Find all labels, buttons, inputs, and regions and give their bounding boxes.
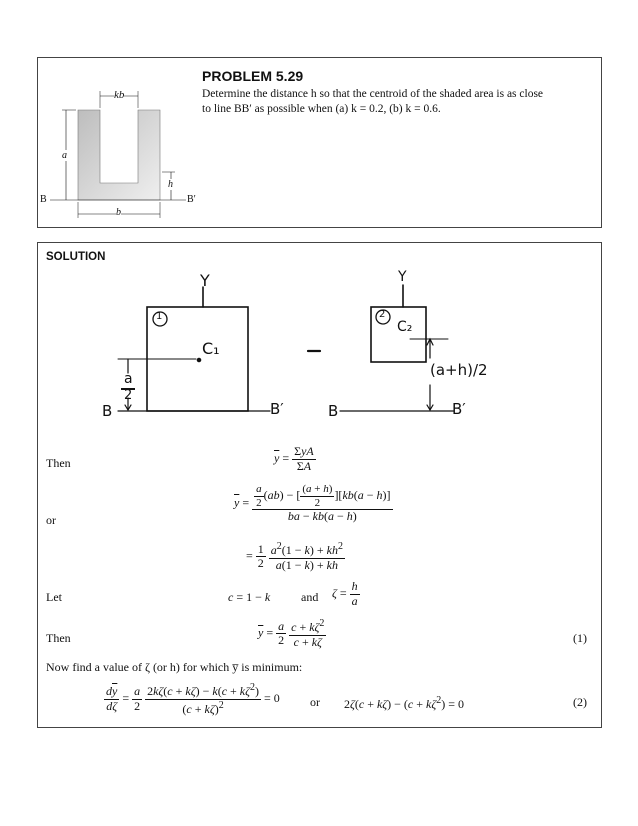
now-find-text: Now find a value of ζ (or h) for which y̅ is minimum: (46, 660, 303, 674)
then-label-1: Then (46, 456, 71, 470)
circle2-label: 2 (379, 309, 386, 320)
a-over-2-den: 2 (124, 388, 133, 403)
shaded-area (78, 110, 160, 200)
or-label-2: or (310, 695, 320, 709)
solution-sketch (38, 273, 603, 453)
eq-number-1: (1) (573, 631, 587, 645)
eq-condition: $2\zeta(c + k\zeta) - (c + k\zeta^2) = 0$ (344, 695, 464, 711)
problem-box (37, 57, 602, 228)
label-h: h (168, 179, 173, 190)
eq-c-def: c = 1 − k (228, 590, 271, 604)
let-label: Let (46, 590, 62, 604)
and-label: and (301, 590, 319, 604)
label-Bprime: B′ (187, 194, 196, 205)
label-a: a (62, 150, 67, 161)
label-B: B (40, 194, 47, 205)
Bp-right-label: B′ (452, 400, 466, 418)
c1-label: C₁ (202, 339, 220, 358)
a-over-2-num: a (124, 371, 133, 387)
or-label-1: or (46, 513, 56, 527)
solution-box (37, 242, 602, 728)
axis-y1-label: Y (200, 271, 210, 290)
circle1-label: 1 (156, 311, 163, 322)
then-label-2: Then (46, 631, 71, 645)
solution-heading: SOLUTION (46, 251, 106, 263)
eq-ybar-def: $\overline{y}$ = $\frac{\text{ΣyA}}{\Sigma A}$ (274, 444, 314, 473)
Bp-left-label: B′ (270, 400, 284, 418)
problem-text-line1: Determine the distance h so that the centroid of the shaded area is as close (202, 88, 544, 100)
problem-text-line2: to line BB′ as possible when (a) k = 0.2, (b) k = 0.6. (202, 103, 441, 115)
eq-ybar-zeta: $\overline{y}$ = $\frac{a}{2}$ $\frac{c + k\zeta^2}{c + k\zeta}$ (258, 618, 325, 649)
axis-y2-label: Y (398, 269, 407, 285)
eq-derivative: $\frac{d\overline{y}}{d\zeta}$ = $\frac{a}{2}$ $\frac{2k\zeta(c + k\zeta) - k(c + k\zeta^2)}{(c + k\zeta)^2}$ = 0 (106, 682, 280, 716)
c2-label: C₂ (397, 319, 413, 335)
eq-ybar-simplified: = $\frac{1}{2}$ $\frac{a^2(1 - k) + kh^2}{a(1 - k) + kh}$ (246, 541, 343, 572)
dist2-label: (a+h)/2 (430, 361, 488, 379)
eq-zeta-def: ζ = $\frac{h}{a}$ (332, 579, 358, 608)
eq-ybar-expanded: $\overline{y}$ = $\frac{a}{2}$ (ab) − [ $\frac{(a + h)}{2}$ ][kb(a − h)] ba − kb(a − h) (234, 483, 391, 524)
problem-title: PROBLEM 5.29 (202, 68, 304, 84)
B-right-label: B (328, 402, 339, 420)
eq-number-2: (2) (573, 695, 587, 709)
label-b: b (116, 207, 121, 218)
B-left-label: B (102, 402, 113, 420)
label-kb: kb (114, 89, 125, 101)
